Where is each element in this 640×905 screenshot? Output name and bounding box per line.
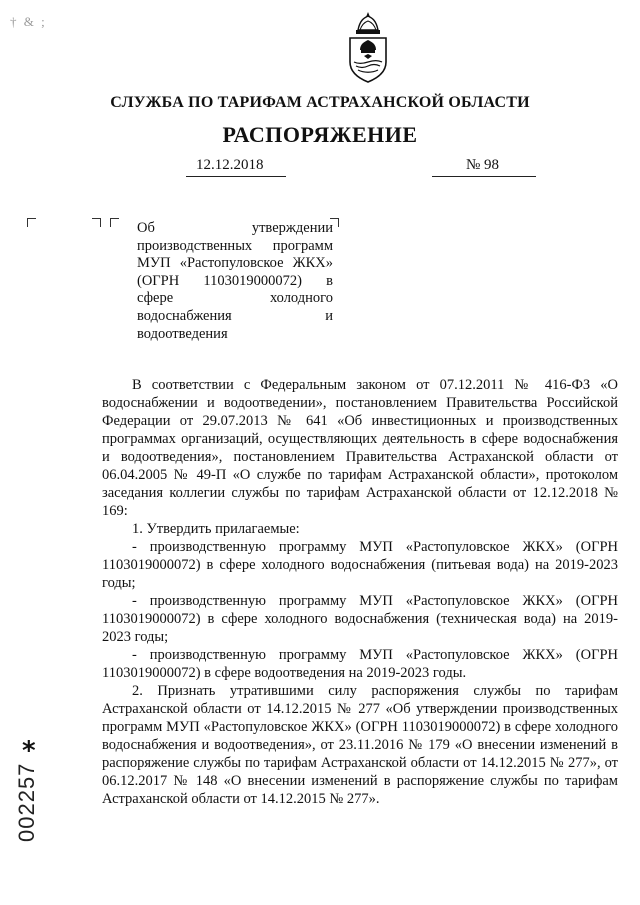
- clause-1-item: - производственную программу МУП «Растопуловское ЖКХ» (ОГРН 1103019000072) в сфере холодного водоснабжения (техническая вода) на 2019-2023 годы;: [102, 593, 618, 645]
- date-underline: [186, 176, 286, 177]
- clause-1-item: - производственную программу МУП «Растопуловское ЖКХ» (ОГРН 1103019000072) в сфере холодного водоснабжения (питьевая вода) на 2019-2023 годы;: [102, 539, 618, 591]
- subject-line: водоснабжения и: [137, 307, 333, 324]
- subject-line: водоотведения: [137, 325, 228, 342]
- coat-of-arms-emblem: [344, 10, 392, 86]
- document-subject: [137, 220, 333, 343]
- subject-bracket-left-outer: [92, 218, 101, 227]
- registration-code-vertical: 002257: [14, 762, 39, 842]
- number-underline: [432, 176, 536, 177]
- document-number: № 98: [466, 157, 500, 173]
- preamble-paragraph: В соответствии с Федеральным законом от 07.12.2011 № 416-ФЗ «О водоснабжении и водоотведении», постановлением Правительства Российской Федерации от 29.07.2013 № 641 «Об инвестиционных и производственных программах организаций, осуществляющих деятельность в сфере водоснабжения и водоотведения», постановлением Правительства Астраханской области от 06.04.2005 № 49-П «О службе по тарифам Астраханской области», протоколом заседания коллегии службы по тарифам Астраханской области от 12.12.2018 № 169:: [102, 377, 618, 519]
- margin-star-mark: *: [22, 736, 36, 766]
- document-date: 12.12.2018: [196, 157, 264, 173]
- subject-line: (ОГРН 1103019000072) в: [137, 272, 333, 289]
- document-body: [102, 376, 618, 808]
- clause-2-paragraph: 2. Признать утратившими силу распоряжения службы по тарифам Астраханской области от 14.12.2015 № 277 «Об утверждении производственных программ МУП «Растопуловское ЖКХ» (ОГРН 1103019000072) в сфере холодного водоснабжения и водоотведения», от 23.11.2016 № 179 «О внесении изменений в распоряжение службы по тарифам Астраханской области от 14.12.2015 № 277», от 06.12.2017 № 148 «О внесении изменений в распоряжение службы по тарифам Астраханской области от 14.12.2015 № 277».: [102, 683, 618, 807]
- clause-1-item: - производственную программу МУП «Растопуловское ЖКХ» (ОГРН 1103019000072) в сфере водоотведения на 2019-2023 годы.: [102, 647, 618, 681]
- clause-1-heading: 1. Утвердить прилагаемые:: [132, 521, 300, 537]
- subject-line: сфере холодного: [137, 290, 333, 307]
- margin-bracket: [27, 218, 36, 227]
- subject-line: МУП «Растопуловское ЖКХ»: [137, 255, 333, 272]
- document-type-title: РАСПОРЯЖЕНИЕ: [222, 122, 418, 147]
- subject-line: производственных программ: [137, 237, 333, 254]
- scan-artifact-mark: † & ;: [10, 14, 47, 29]
- subject-line: Об утверждении: [137, 220, 333, 236]
- organization-title: СЛУЖБА ПО ТАРИФАМ АСТРАХАНСКОЙ ОБЛАСТИ: [110, 94, 530, 111]
- subject-bracket-left: [110, 218, 119, 227]
